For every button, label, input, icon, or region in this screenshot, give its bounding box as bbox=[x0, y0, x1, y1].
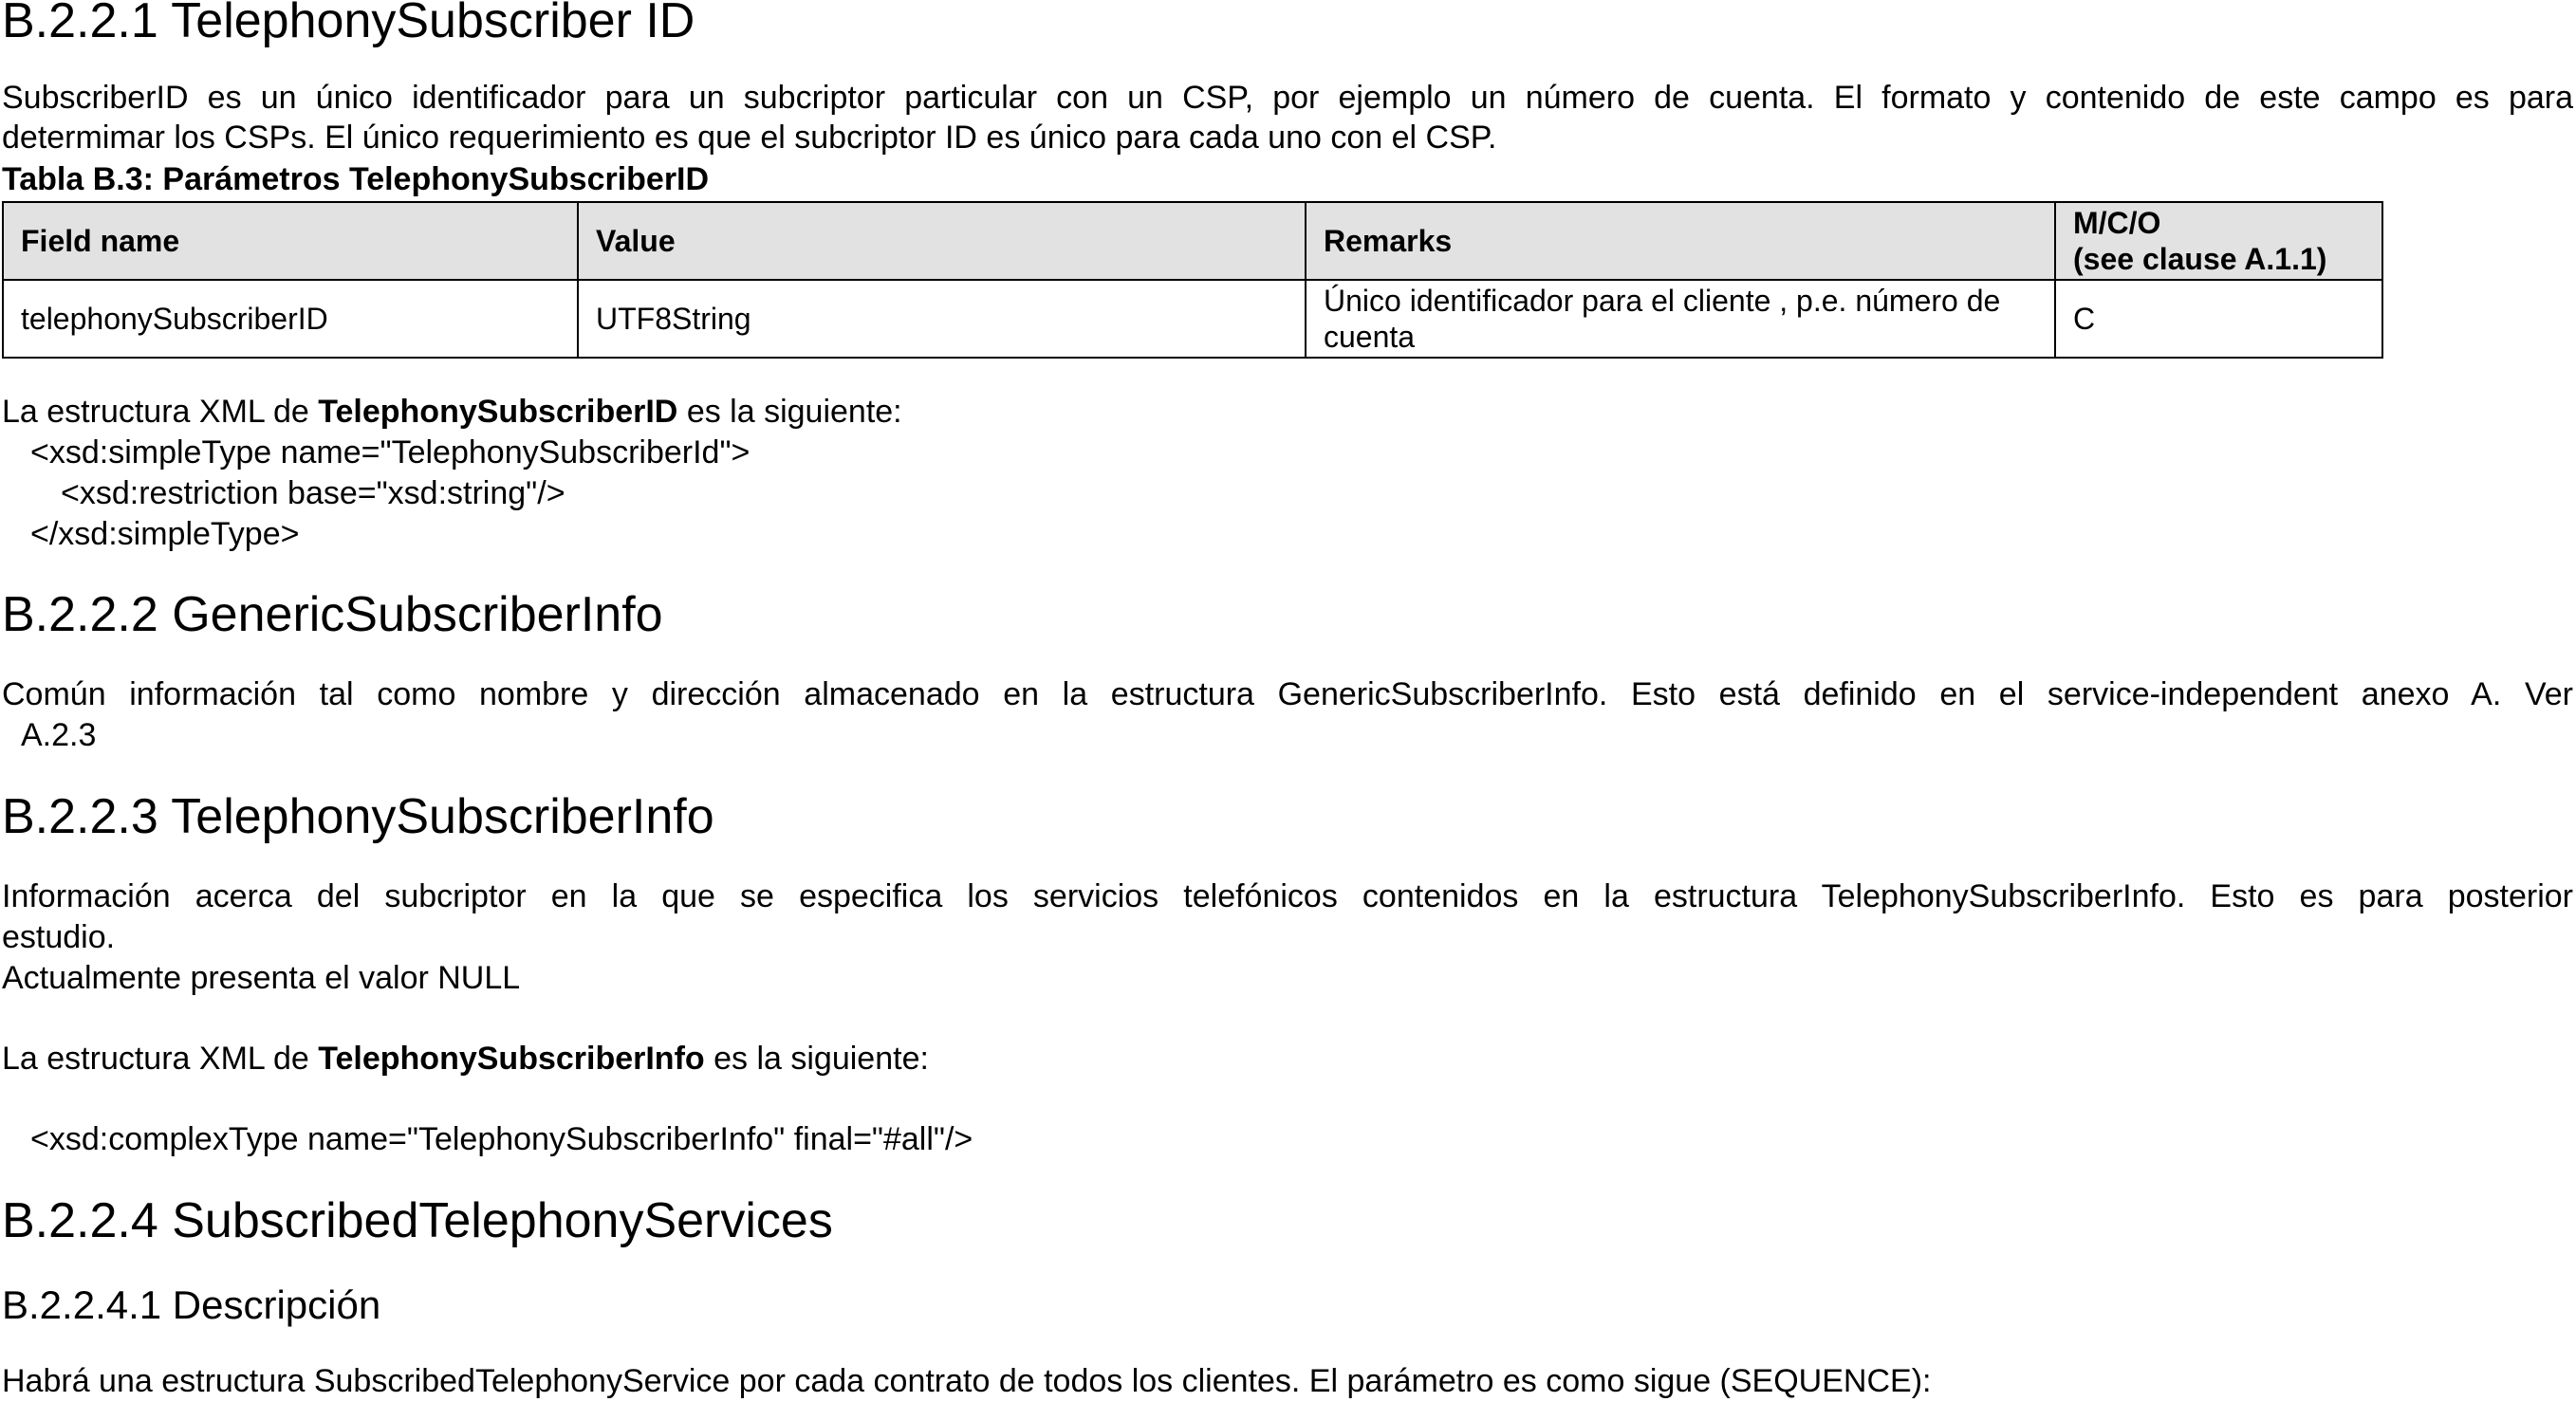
subsection-heading-b22241: B.2.2.4.1 Descripción bbox=[2, 1282, 381, 1327]
code-line: </xsd:simpleType> bbox=[30, 516, 300, 552]
cell-remarks-line1: Único identificador para el cliente , p.e. número de bbox=[1324, 284, 2001, 318]
xml-intro-bold: TelephonySubscriberInfo bbox=[318, 1041, 705, 1077]
paragraph-line: Actualmente presenta el valor NULL bbox=[2, 960, 521, 996]
xml-intro-bold: TelephonySubscriberID bbox=[318, 394, 678, 430]
table-header-row bbox=[3, 202, 2382, 280]
parameters-table bbox=[2, 201, 2383, 359]
column-header-field-name: Field name bbox=[3, 202, 578, 280]
cell-remarks bbox=[1306, 280, 2055, 358]
paragraph-line: determimar los CSPs. El único requerimiento es que el subcriptor ID es único para cada uno con el CSP. bbox=[2, 120, 1497, 156]
column-header-remarks: Remarks bbox=[1306, 202, 2055, 280]
cell-field-name: telephonySubscriberID bbox=[3, 280, 578, 358]
section-heading-b2221: B.2.2.1 TelephonySubscriber ID bbox=[2, 0, 695, 48]
column-header-mco bbox=[2055, 202, 2382, 280]
section-heading-b2224: B.2.2.4 SubscribedTelephonyServices bbox=[2, 1193, 833, 1248]
section-heading-b2222: B.2.2.2 GenericSubscriberInfo bbox=[2, 587, 663, 642]
section-heading-b2223: B.2.2.3 TelephonySubscriberInfo bbox=[2, 789, 714, 844]
paragraph-line: A.2.3 bbox=[21, 717, 97, 753]
column-header-value: Value bbox=[578, 202, 1306, 280]
paragraph-line: estudio. bbox=[2, 919, 116, 955]
code-line: <xsd:complexType name="TelephonySubscriberInfo" final="#all"/> bbox=[30, 1121, 973, 1157]
code-line: <xsd:restriction base="xsd:string"/> bbox=[61, 475, 565, 511]
xml-intro bbox=[2, 392, 902, 433]
table-row bbox=[3, 280, 2382, 358]
xml-intro-prefix: La estructura XML de bbox=[2, 1041, 319, 1077]
paragraph-line: Habrá una estructura SubscribedTelephonyService por cada contrato de todos los clientes. El parámetro es como sigue (SEQUENCE): bbox=[2, 1363, 1932, 1399]
paragraph-line: Información acerca del subcriptor en la que se especifica los servicios telefónicos contenidos en la estructura TelephonySubscriberInfo. Esto es para posterior bbox=[2, 878, 2573, 914]
code-line: <xsd:simpleType name="TelephonySubscriberId"> bbox=[30, 434, 751, 470]
column-header-mco-line2: (see clause A.1.1) bbox=[2073, 242, 2327, 276]
cell-mco: C bbox=[2055, 280, 2382, 358]
xml-intro bbox=[2, 1039, 929, 1079]
cell-value: UTF8String bbox=[578, 280, 1306, 358]
paragraph-line: Común información tal como nombre y dirección almacenado en la estructura GenericSubscriberInfo. Esto está definido en el service-independent anexo A. Ver bbox=[2, 676, 2573, 712]
xml-intro-suffix: es la siguiente: bbox=[704, 1041, 929, 1077]
xml-intro-prefix: La estructura XML de bbox=[2, 394, 319, 430]
paragraph-line: SubscriberID es un único identificador para un subcriptor particular con un CSP, por ejemplo un número de cuenta. El formato y contenido de este campo es para bbox=[2, 80, 2573, 116]
column-header-mco-line1: M/C/O bbox=[2073, 206, 2161, 240]
xml-intro-suffix: es la siguiente: bbox=[677, 394, 902, 430]
cell-remarks-line2: cuenta bbox=[1324, 320, 1416, 354]
table-caption: Tabla B.3: Parámetros TelephonySubscriberID bbox=[2, 161, 710, 197]
